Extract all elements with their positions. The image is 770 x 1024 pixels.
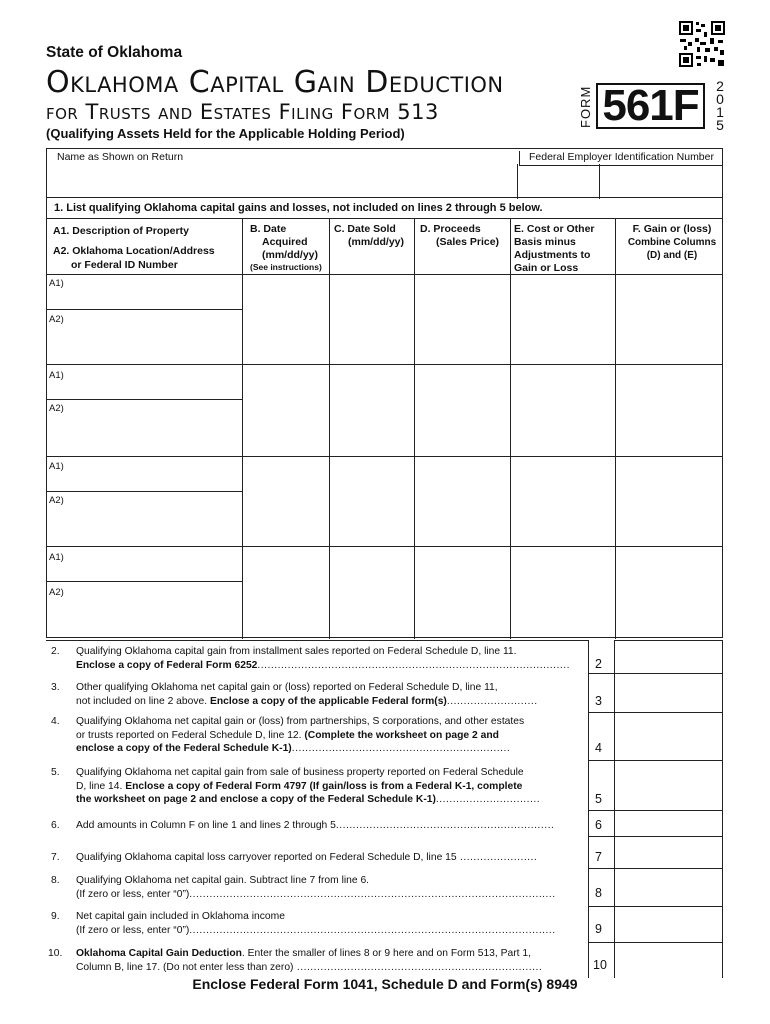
row2-a2-label: A2) — [49, 403, 64, 414]
line-8-amount-field[interactable] — [615, 869, 722, 906]
col-d-header: D. Proceeds (Sales Price) — [420, 223, 500, 248]
summary-lines: 2. Qualifying Oklahoma capital gain from installment sales reported on Federal Schedule D, line 11. Enclose a copy of Federal Form 6252............................................................................................. 2 3. Other qualifying Oklahoma net capital gain or (loss) reported on Federal Schedule D, line 11, not included on line 2 above. Enclose a copy of the applicable Federal form(s)........................... 3 4. Qualifying Oklahoma net capital gain or (loss) from partnerships, S corporations, and other estates or trusts reported on Federal Schedule D, line 12. (Complete the worksheet on page 2 and enclose a copy of the Federal Schedule K-1)................................................................. 4 5. Qualifying Oklahoma net capital gain from sale of business property reported on Federal Schedule D, line 14. Enclose a copy of Federal Form 4797 (If gain/loss is from a Federal K-1, complete the worksheet on page 2 and enclose a copy of the Federal Schedule K-1)............................... 5 6. Add amounts in Column F on line 1 and lines 2 through 5................................................................. 6 7. Qualifying Oklahoma capital loss carryover reported on Federal Schedule D, line 15 ....................... 7 8. Qualifying Oklahoma net capital gain. Subtract line 7 from line 6. (If zero or less, enter “0”)............................................................................................................. 8 9. Net capital gain included in Oklahoma income (If zero or less, enter “0”)............................................................................................................. 9 10. Oklahoma Capital Gain Deduction. Enter the smaller of lines 8 or 9 here and on Form 513, Part 1, Column B, line 17. (Do not enter less than zero) ......................................................................... 10 — [46, 640, 723, 978]
line-7-box-label: 7 — [595, 850, 602, 864]
line-8-box-label: 8 — [595, 886, 602, 900]
state-name: State of Oklahoma — [46, 44, 183, 61]
row1-a2-label: A2) — [49, 314, 64, 325]
row2-a1-label: A1) — [49, 370, 64, 381]
col-a1-header: A1. Description of Property — [53, 225, 189, 237]
row4-a1-label: A1) — [49, 552, 64, 563]
line-5-box-label: 5 — [595, 792, 602, 806]
fein-label: Federal Employer Identification Number — [519, 151, 723, 166]
line-4-amount-field[interactable] — [615, 713, 722, 760]
col-a2-header: A2. Oklahoma Location/Address — [53, 245, 215, 257]
form-title-line2: for Trusts and Estates Filing Form 513 — [46, 100, 439, 124]
col-a2-header-b: or Federal ID Number — [71, 259, 178, 271]
line-3-amount-field[interactable] — [615, 674, 722, 712]
line-4-box-label: 4 — [595, 741, 602, 755]
form-year: 2 0 1 5 — [716, 78, 724, 133]
col-b-header: B. Date Acquired (mm/dd/yy) (See instructions) — [250, 223, 322, 272]
line-2-amount-field[interactable] — [615, 641, 722, 673]
line1-instruction: 1. List qualifying Oklahoma capital gains and losses, not included on lines 2 through 5 below. — [46, 198, 723, 218]
line-2-box-label: 2 — [595, 657, 602, 671]
row1-a1-label: A1) — [49, 278, 64, 289]
col-c-header: C. Date Sold (mm/dd/yy) — [334, 223, 405, 248]
name-label: Name as Shown on Return — [57, 151, 184, 163]
col-e-header: E. Cost or Other Basis minus Adjustments to Gain or Loss — [514, 223, 595, 274]
form-number: 561F — [596, 83, 705, 129]
line-7-amount-field[interactable] — [615, 837, 722, 868]
col-f-header: F. Gain or (loss) Combine Columns (D) and (E) — [627, 223, 717, 261]
enclose-instruction: Enclose Federal Form 1041, Schedule D and Form(s) 8949 — [192, 976, 578, 992]
taxpayer-info — [46, 148, 723, 198]
form-word: FORM — [578, 85, 593, 128]
row3-a2-label: A2) — [49, 495, 64, 506]
line-3-box-label: 3 — [595, 694, 602, 708]
row4-a2-label: A2) — [49, 587, 64, 598]
line1-table — [46, 218, 723, 638]
form-title: Oklahoma Capital Gain Deduction — [46, 65, 504, 100]
qr-code — [678, 20, 726, 68]
row3-a1-label: A1) — [49, 461, 64, 472]
line-10-box-label: 10 — [593, 958, 607, 972]
line-9-amount-field[interactable] — [615, 907, 722, 942]
form-subtitle: (Qualifying Assets Held for the Applicable Holding Period) — [46, 126, 405, 141]
line-6-box-label: 6 — [595, 818, 602, 832]
fein-field-suffix[interactable] — [599, 164, 723, 199]
line-10-amount-field[interactable] — [615, 943, 722, 977]
line-5-amount-field[interactable] — [615, 761, 722, 810]
line-9-box-label: 9 — [595, 922, 602, 936]
fein-field-prefix[interactable] — [517, 164, 600, 199]
line-6-amount-field[interactable] — [615, 811, 722, 836]
